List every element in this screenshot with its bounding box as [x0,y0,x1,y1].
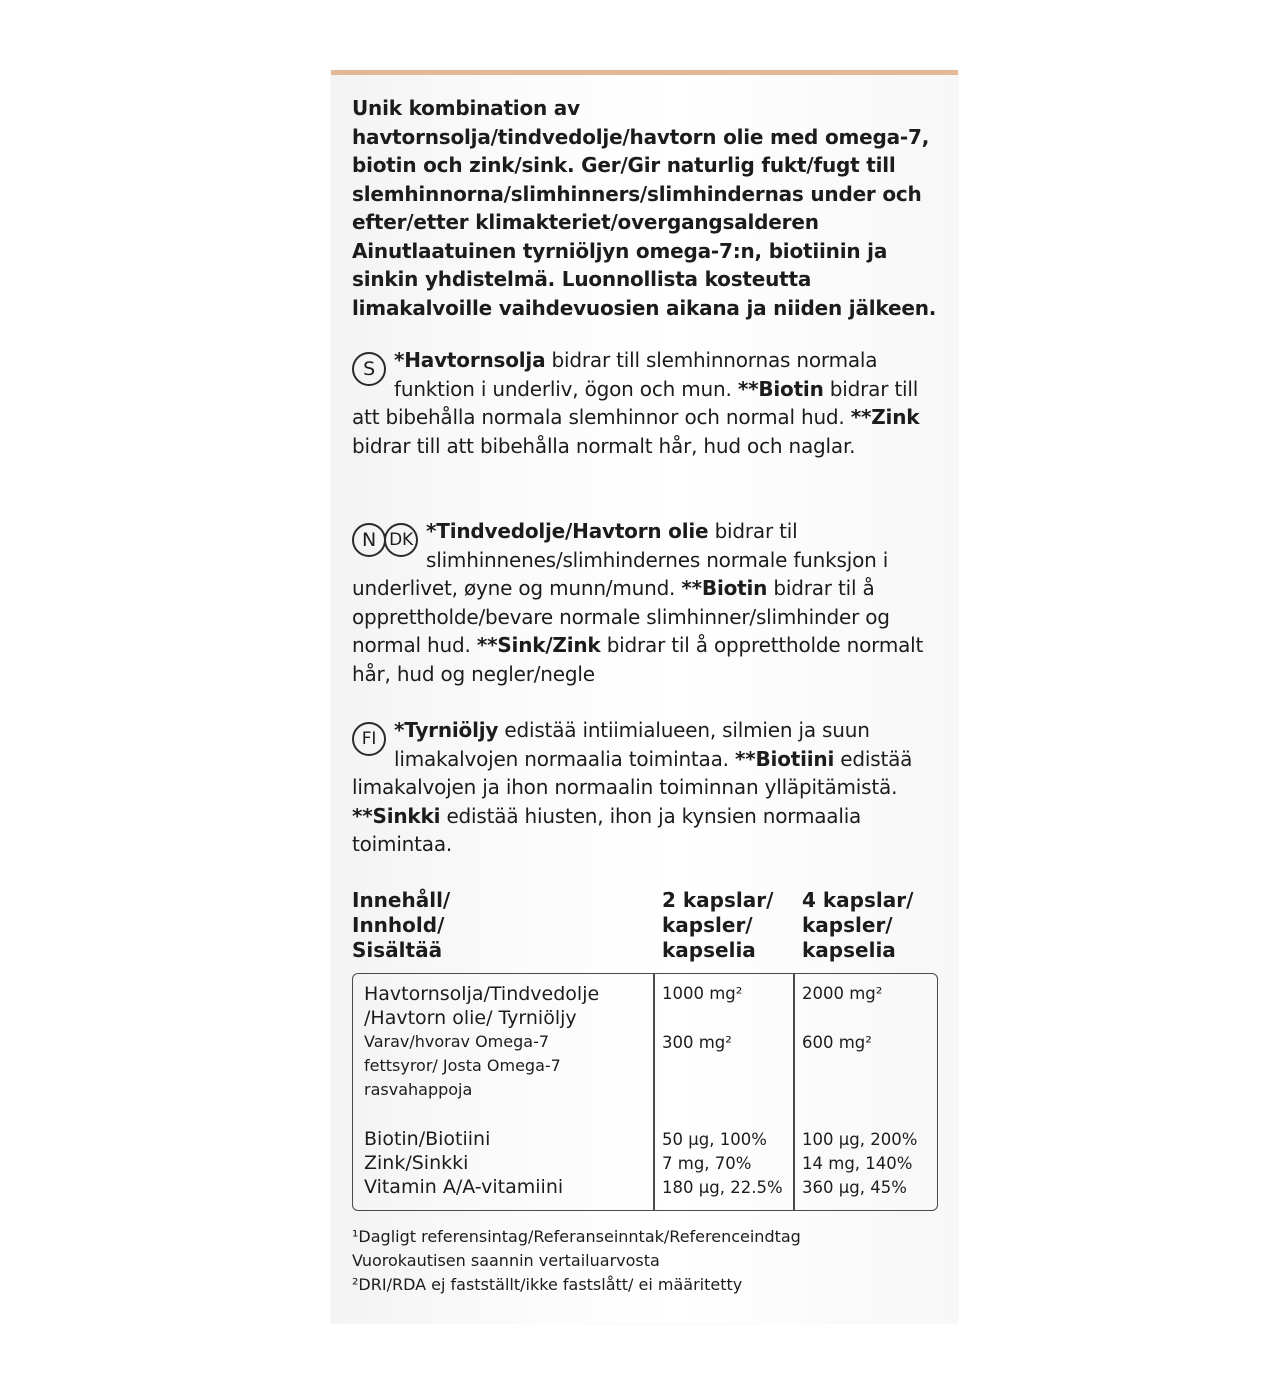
column-divider [793,974,795,1210]
header-2-capsules [662,888,773,963]
row-omega-label [364,1030,561,1102]
row-omega-label-line: rasvahappoja [364,1080,473,1099]
row-zinc-4caps: 14 mg, 140% [802,1154,913,1173]
nutrition-table [352,973,938,1211]
claim-nodk-bold-1: *Tindvedolje/Havtorn olie [426,519,709,543]
accent-stripe [331,70,958,75]
claim-se-bold-3: **Zink [850,405,920,429]
footnote-1: ¹Dagligt referensintag/Referanseinntak/Referenceindtag [352,1227,801,1246]
claim-nodk-text-2: bidrar til å opprettholde/bevare normale slimhinner/slimhinder og normal hud. [352,576,890,657]
header-content [352,888,450,963]
header-col2-line: kapselia [662,938,756,962]
claim-nodk-bold-2: **Biotin [681,576,768,600]
intro-text: Unik kombination av havtornsolja/tindvedolje/havtorn olie med omega-7, biotin och zink/sink. Ger/Gir naturlig fukt/fugt till slemhinnorna/slimhinners/slimhindernas under och efter/etter klimakteriet/overgangsalderen Ainutlaatuinen tyrniöljyn omega-7:n, biotiinin ja sinkin yhdistelmä. Luonnollista kosteutta limakalvoille vaihdevuosien aikana ja niiden jälkeen. [352,96,937,320]
language-badge-s: S [352,352,386,386]
row-biotin-2caps: 50 µg, 100% [662,1130,767,1149]
header-content-line: Innehåll/ [352,888,451,912]
claim-finnish [352,716,942,859]
language-badge-n: N [352,523,386,557]
claim-se-bold-1: *Havtornsolja [394,348,546,372]
footnote-2: ²DRI/RDA ej fastställt/ikke fastslått/ ei määritetty [352,1275,743,1294]
row-oil-2caps: 1000 mg² [662,984,743,1003]
header-col2-line: 2 kapslar/ [662,888,774,912]
row-vitamin-a-2caps: 180 µg, 22.5% [662,1178,783,1197]
column-divider [653,974,655,1210]
row-oil-label-line: Havtornsolja/Tindvedolje [364,983,600,1005]
row-omega-4caps: 600 mg² [802,1033,872,1052]
claim-fi-text-2: edistää limakalvojen ja ihon normaalin toiminnan ylläpitämistä. [352,746,913,799]
row-zinc-2caps: 7 mg, 70% [662,1154,752,1173]
claim-fi-text-1: edistää intiimialueen, silmien ja suun limakalvojen normaalia toimintaa. [394,718,870,771]
header-col4-line: kapsler/ [802,913,893,937]
claim-nodk-bold-3: **Sink/Zink [476,633,601,657]
row-vitamin-a-4caps: 360 µg, 45% [802,1178,907,1197]
header-col4-line: 4 kapslar/ [802,888,914,912]
claim-nodk-text-3: bidrar til å opprettholde normalt hår, hud og negler/negle [352,633,924,686]
table-header [352,888,942,966]
header-4-capsules [802,888,913,963]
claim-nodk-text-1: bidrar til slimhinnenes/slimhindernes normale funksjon i underlivet, øyne og munn/mund. [352,519,889,600]
header-content-line: Sisältää [352,938,443,962]
claim-se-text-1: bidrar till slemhinnornas normala funktion i underliv, ögon och mun. [394,348,878,401]
language-badge-fi: FI [352,722,386,756]
claim-norwegian-danish [352,517,942,688]
row-oil-4caps: 2000 mg² [802,984,883,1003]
claim-fi-bold-1: *Tyrniöljy [394,718,499,742]
claim-fi-bold-2: **Biotiini [734,746,835,771]
row-zinc-label: Zink/Sinkki [364,1152,469,1174]
claim-se-text-2: bidrar till att bibehålla normala slemhinnor och normal hud. [352,376,919,429]
claim-fi-text-3: edistää hiusten, ihon ja kynsien normaalia toimintaa. [352,803,862,856]
header-content-line: Innhold/ [352,913,445,937]
claim-se-bold-2: **Biotin [737,376,824,401]
row-oil-label-line: /Havtorn olie/ Tyrniöljy [364,1007,577,1029]
row-oil-label [364,982,599,1030]
header-col4-line: kapselia [802,938,896,962]
row-biotin-4caps: 100 µg, 200% [802,1130,918,1149]
row-vitamin-a-label: Vitamin A/A-vitamiini [364,1176,564,1198]
footnote-1-continued: Vuorokautisen saannin vertailuarvosta [352,1251,660,1270]
row-omega-label-line: fettsyror/ Josta Omega-7 [364,1056,561,1075]
claim-se-text-3: bidrar till att bibehålla normalt hår, hud och naglar. [352,433,856,458]
product-label-panel [331,70,958,1323]
footnotes [352,1225,942,1297]
header-col2-line: kapsler/ [662,913,753,937]
row-omega-2caps: 300 mg² [662,1033,732,1052]
claim-swedish [352,346,942,460]
claim-fi-bold-3: **Sinkki [352,803,441,828]
row-omega-label-line: Varav/hvorav Omega-7 [364,1032,550,1051]
row-biotin-label: Biotin/Biotiini [364,1128,491,1150]
language-badge-dk: DK [384,523,418,557]
